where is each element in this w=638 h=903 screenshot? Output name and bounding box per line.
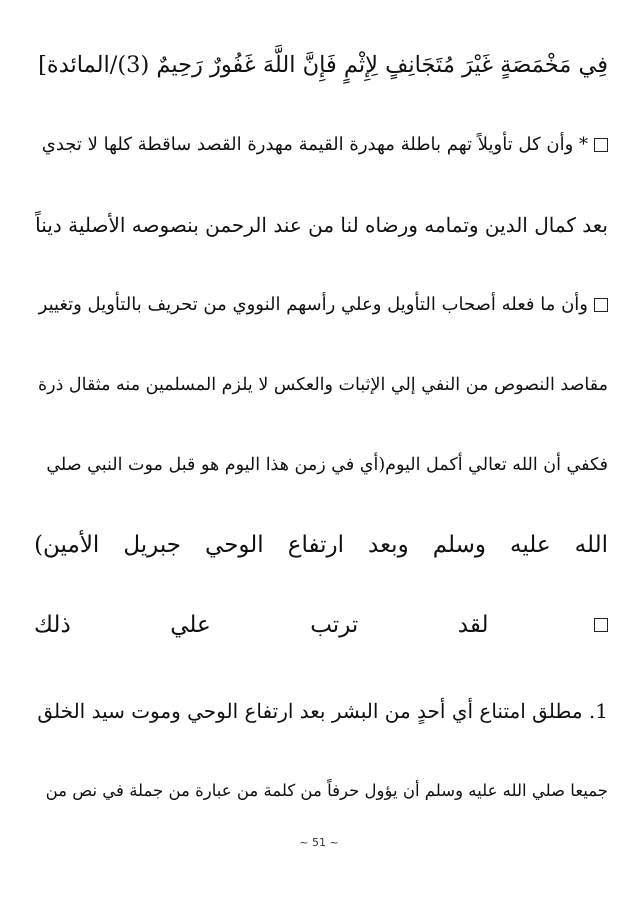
word: الوحي [205,532,264,558]
word: وسلم [432,532,487,558]
page-number: ~ 51 ~ [299,836,339,849]
text-line-5: مقاصد النصوص من النفي إلي الإثبات والعكس لا يلزم المسلمين منه مثقال ذرة [37,375,608,395]
bullet-box-icon [594,138,608,152]
text-line-6: فكفي أن الله تعالي أكمل اليوم(أي في زمن هذا اليوم هو قبل موت النبي صلي [46,455,608,475]
text-line-4 [34,283,608,327]
text-line-3: بعد كمال الدين وتمامه ورضاه لنا من عند الرحمن بنصوصه الأصلية ديناً [35,213,608,237]
text-line-2 [34,123,608,167]
text-line-1: فِي مَخْمَصَةٍ غَيْرَ مُتَجَانِفٍ لِإِثْمٍ فَإِنَّ اللَّهَ غَفُورٌ رَحِيمٌ (3)/المائدة] [38,52,608,78]
word: علي [170,612,211,638]
word: الله [574,532,608,558]
text-line-2-content: * وأن كل تأويلاً تهم باطلة مهدرة القيمة مهدرة القصد ساقطة كلها لا تجدي [41,134,588,155]
text-line-8 [34,603,608,647]
text-line-10: جميعا صلي الله عليه وسلم أن يؤول حرفاً من كلمة من عبارة من جملة في نص من [45,781,608,800]
word: لقد [457,612,489,638]
word: ذلك [34,612,71,638]
word: جبريل [123,532,182,558]
bullet-box-icon [594,298,608,312]
word: ارتفاع [287,532,344,558]
bullet-box-icon [594,618,608,632]
word: الأمين) [34,532,100,558]
word: وبعد [368,532,409,558]
text-line-4-content: وأن ما فعله أصحاب التأويل وعلي رأسهم النووي من تحريف بالتأويل وتغيير [38,294,588,315]
text-line-7 [34,523,608,567]
word: ترتب [310,612,359,638]
word: عليه [510,532,551,558]
text-line-9: 1. مطلق امتناع أي أحدٍ من البشر بعد ارتفاع الوحي وموت سيد الخلق [37,699,608,723]
